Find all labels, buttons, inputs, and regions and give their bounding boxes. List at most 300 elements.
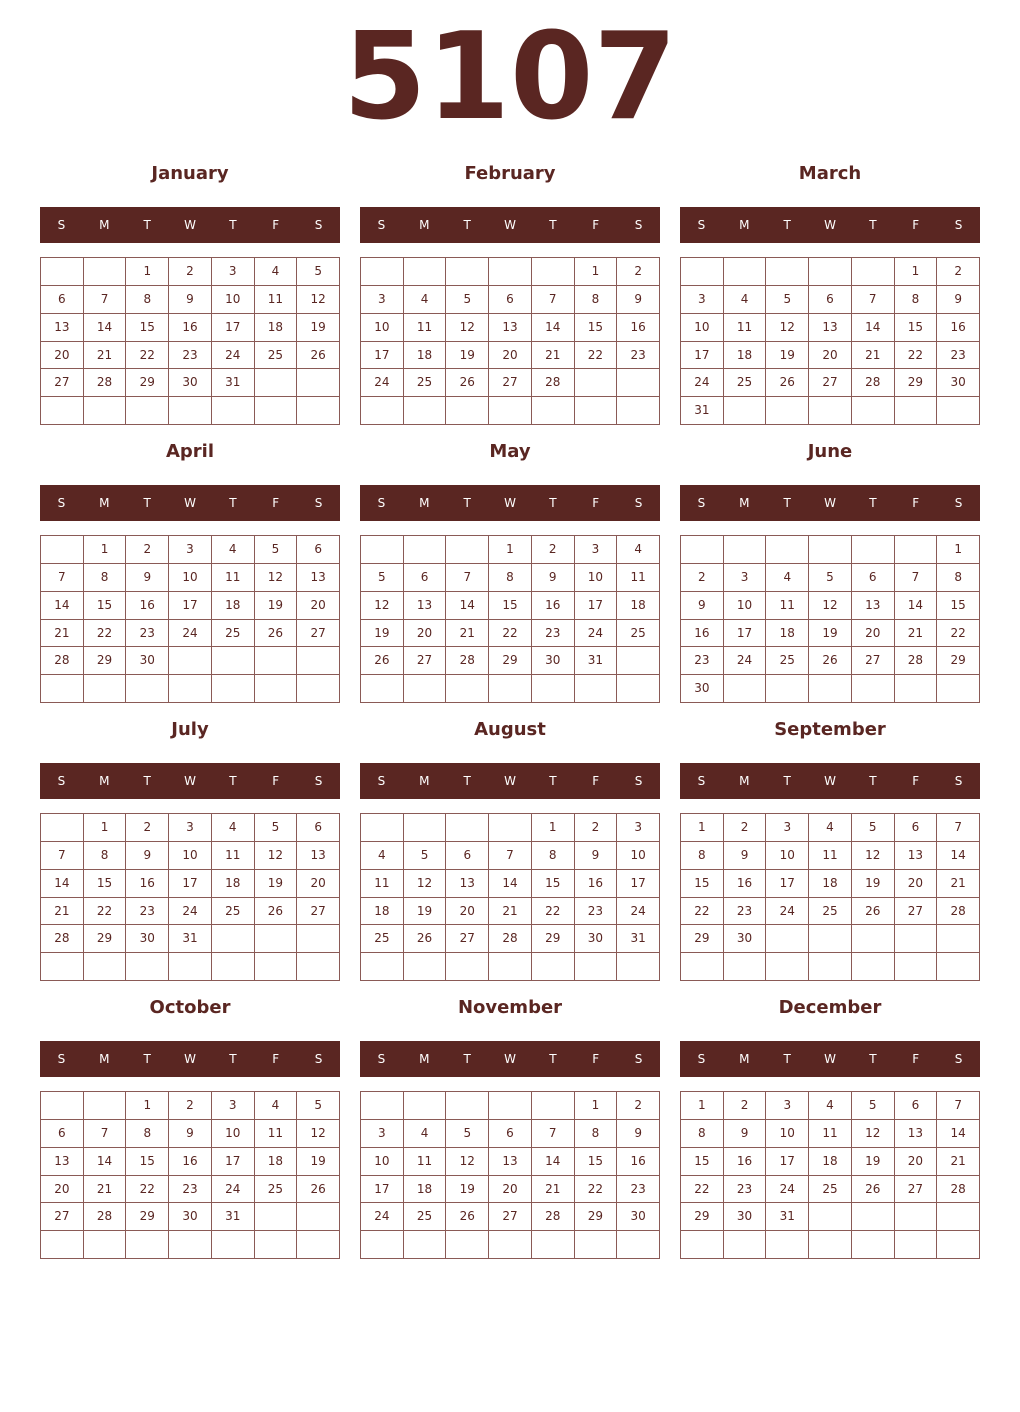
day-cell: 7 bbox=[937, 1092, 980, 1120]
day-cell: 14 bbox=[84, 1148, 127, 1176]
day-cell: 5 bbox=[404, 842, 447, 870]
weekday-header bbox=[360, 207, 660, 243]
day-cell: 4 bbox=[766, 564, 809, 592]
day-cell: 27 bbox=[446, 925, 489, 953]
empty-cell bbox=[766, 536, 809, 564]
empty-cell bbox=[169, 675, 212, 703]
day-cell: 14 bbox=[84, 314, 127, 342]
day-cell: 6 bbox=[404, 564, 447, 592]
day-cell: 13 bbox=[41, 1148, 84, 1176]
day-cell: 8 bbox=[84, 564, 127, 592]
weekday-label: S bbox=[314, 218, 323, 232]
day-cell: 18 bbox=[766, 620, 809, 648]
day-cell: 29 bbox=[532, 925, 575, 953]
weekday-label: T bbox=[143, 774, 151, 788]
day-cell: 11 bbox=[212, 842, 255, 870]
weekday-label: W bbox=[184, 218, 196, 232]
empty-cell bbox=[255, 675, 298, 703]
day-cell: 16 bbox=[724, 1148, 767, 1176]
day-cell: 16 bbox=[169, 314, 212, 342]
day-cell: 12 bbox=[809, 592, 852, 620]
day-cell: 6 bbox=[489, 1120, 532, 1148]
empty-cell bbox=[681, 258, 724, 286]
weekday-label: T bbox=[783, 1052, 791, 1066]
weekday-label: F bbox=[592, 1052, 600, 1066]
day-cell: 16 bbox=[724, 870, 767, 898]
day-grid bbox=[40, 813, 340, 981]
day-cell: 7 bbox=[446, 564, 489, 592]
empty-cell bbox=[489, 1092, 532, 1120]
day-cell: 8 bbox=[681, 1120, 724, 1148]
empty-cell bbox=[212, 397, 255, 425]
month-july bbox=[40, 714, 340, 984]
empty-cell bbox=[361, 814, 404, 842]
day-cell: 9 bbox=[681, 592, 724, 620]
day-cell: 27 bbox=[895, 898, 938, 926]
day-cell: 15 bbox=[84, 592, 127, 620]
day-cell: 23 bbox=[169, 1176, 212, 1204]
day-cell: 14 bbox=[41, 870, 84, 898]
empty-cell bbox=[532, 1231, 575, 1259]
empty-cell bbox=[169, 953, 212, 981]
day-cell: 31 bbox=[575, 647, 618, 675]
day-cell: 14 bbox=[41, 592, 84, 620]
weekday-header bbox=[360, 1041, 660, 1077]
day-cell: 19 bbox=[297, 314, 340, 342]
day-cell: 21 bbox=[84, 1176, 127, 1204]
day-cell: 1 bbox=[681, 814, 724, 842]
day-cell: 1 bbox=[126, 258, 169, 286]
day-cell: 12 bbox=[255, 842, 298, 870]
day-cell: 19 bbox=[361, 620, 404, 648]
month-name: October bbox=[149, 997, 231, 1018]
day-cell: 24 bbox=[766, 1176, 809, 1204]
day-cell: 22 bbox=[126, 342, 169, 370]
empty-cell bbox=[937, 925, 980, 953]
day-cell: 7 bbox=[41, 842, 84, 870]
day-cell: 16 bbox=[532, 592, 575, 620]
weekday-label: F bbox=[912, 774, 920, 788]
weekday-label: S bbox=[634, 218, 643, 232]
month-name: March bbox=[798, 163, 862, 184]
empty-cell bbox=[724, 953, 767, 981]
day-cell: 20 bbox=[809, 342, 852, 370]
empty-cell bbox=[404, 814, 447, 842]
day-cell: 12 bbox=[255, 564, 298, 592]
empty-cell bbox=[361, 675, 404, 703]
day-cell: 9 bbox=[126, 564, 169, 592]
weekday-label: M bbox=[419, 496, 430, 510]
month-name: June bbox=[807, 441, 853, 462]
day-cell: 15 bbox=[895, 314, 938, 342]
weekday-label: M bbox=[99, 218, 110, 232]
day-cell: 28 bbox=[41, 925, 84, 953]
day-cell: 25 bbox=[617, 620, 660, 648]
day-cell: 30 bbox=[681, 675, 724, 703]
empty-cell bbox=[84, 953, 127, 981]
empty-cell bbox=[255, 369, 298, 397]
day-cell: 23 bbox=[575, 898, 618, 926]
weekday-label: T bbox=[869, 496, 877, 510]
empty-cell bbox=[532, 397, 575, 425]
empty-cell bbox=[297, 397, 340, 425]
weekday-label: M bbox=[739, 774, 750, 788]
day-cell: 28 bbox=[41, 647, 84, 675]
day-cell: 26 bbox=[255, 620, 298, 648]
day-cell: 19 bbox=[255, 870, 298, 898]
empty-cell bbox=[617, 369, 660, 397]
day-cell: 19 bbox=[297, 1148, 340, 1176]
day-cell: 18 bbox=[255, 314, 298, 342]
empty-cell bbox=[575, 397, 618, 425]
empty-cell bbox=[681, 953, 724, 981]
day-cell: 9 bbox=[617, 286, 660, 314]
day-cell: 23 bbox=[532, 620, 575, 648]
empty-cell bbox=[41, 675, 84, 703]
day-cell: 22 bbox=[575, 1176, 618, 1204]
day-cell: 5 bbox=[297, 258, 340, 286]
weekday-label: W bbox=[504, 218, 516, 232]
empty-cell bbox=[532, 953, 575, 981]
weekday-label: F bbox=[592, 774, 600, 788]
day-cell: 16 bbox=[575, 870, 618, 898]
day-cell: 18 bbox=[255, 1148, 298, 1176]
day-cell: 12 bbox=[361, 592, 404, 620]
day-cell: 3 bbox=[724, 564, 767, 592]
day-cell: 10 bbox=[724, 592, 767, 620]
day-cell: 5 bbox=[255, 814, 298, 842]
empty-cell bbox=[84, 675, 127, 703]
day-cell: 15 bbox=[532, 870, 575, 898]
day-cell: 13 bbox=[852, 592, 895, 620]
weekday-label: F bbox=[272, 218, 280, 232]
empty-cell bbox=[297, 925, 340, 953]
weekday-header bbox=[40, 1041, 340, 1077]
day-cell: 24 bbox=[575, 620, 618, 648]
weekday-label: S bbox=[57, 218, 66, 232]
empty-cell bbox=[404, 397, 447, 425]
day-cell: 23 bbox=[724, 898, 767, 926]
weekday-label: S bbox=[377, 496, 386, 510]
empty-cell bbox=[766, 397, 809, 425]
month-march bbox=[680, 158, 980, 428]
weekday-label: W bbox=[504, 774, 516, 788]
empty-cell bbox=[297, 647, 340, 675]
empty-cell bbox=[41, 953, 84, 981]
day-cell: 17 bbox=[169, 592, 212, 620]
month-name: May bbox=[489, 441, 531, 462]
empty-cell bbox=[681, 536, 724, 564]
empty-cell bbox=[937, 397, 980, 425]
day-cell: 16 bbox=[126, 592, 169, 620]
day-cell: 28 bbox=[532, 1203, 575, 1231]
weekday-label: T bbox=[463, 1052, 471, 1066]
day-cell: 2 bbox=[617, 1092, 660, 1120]
day-cell: 3 bbox=[575, 536, 618, 564]
empty-cell bbox=[681, 1231, 724, 1259]
weekday-label: W bbox=[504, 496, 516, 510]
day-cell: 5 bbox=[361, 564, 404, 592]
day-cell: 22 bbox=[895, 342, 938, 370]
empty-cell bbox=[41, 1092, 84, 1120]
empty-cell bbox=[361, 1092, 404, 1120]
weekday-label: T bbox=[229, 1052, 237, 1066]
weekday-label: T bbox=[229, 218, 237, 232]
day-cell: 4 bbox=[212, 814, 255, 842]
empty-cell bbox=[532, 1092, 575, 1120]
empty-cell bbox=[852, 1231, 895, 1259]
day-cell: 9 bbox=[169, 1120, 212, 1148]
day-cell: 23 bbox=[681, 647, 724, 675]
empty-cell bbox=[361, 258, 404, 286]
empty-cell bbox=[84, 258, 127, 286]
day-cell: 13 bbox=[895, 1120, 938, 1148]
day-cell: 7 bbox=[532, 286, 575, 314]
day-cell: 29 bbox=[126, 1203, 169, 1231]
day-cell: 11 bbox=[255, 286, 298, 314]
day-cell: 8 bbox=[84, 842, 127, 870]
empty-cell bbox=[809, 397, 852, 425]
day-cell: 18 bbox=[404, 342, 447, 370]
empty-cell bbox=[852, 953, 895, 981]
day-cell: 31 bbox=[766, 1203, 809, 1231]
weekday-label: T bbox=[143, 1052, 151, 1066]
day-cell: 3 bbox=[766, 1092, 809, 1120]
day-cell: 26 bbox=[446, 369, 489, 397]
empty-cell bbox=[724, 258, 767, 286]
day-cell: 23 bbox=[937, 342, 980, 370]
day-cell: 22 bbox=[681, 1176, 724, 1204]
day-cell: 29 bbox=[895, 369, 938, 397]
weekday-header bbox=[360, 485, 660, 521]
day-cell: 6 bbox=[41, 1120, 84, 1148]
day-cell: 16 bbox=[126, 870, 169, 898]
day-cell: 12 bbox=[446, 314, 489, 342]
empty-cell bbox=[404, 675, 447, 703]
day-grid bbox=[40, 1091, 340, 1259]
empty-cell bbox=[255, 397, 298, 425]
day-cell: 8 bbox=[489, 564, 532, 592]
empty-cell bbox=[126, 397, 169, 425]
empty-cell bbox=[361, 536, 404, 564]
day-cell: 3 bbox=[766, 814, 809, 842]
day-cell: 6 bbox=[489, 286, 532, 314]
empty-cell bbox=[297, 953, 340, 981]
day-cell: 26 bbox=[766, 369, 809, 397]
day-cell: 14 bbox=[937, 842, 980, 870]
day-cell: 3 bbox=[361, 1120, 404, 1148]
day-cell: 26 bbox=[446, 1203, 489, 1231]
day-cell: 9 bbox=[724, 1120, 767, 1148]
weekday-header bbox=[40, 485, 340, 521]
day-cell: 4 bbox=[255, 258, 298, 286]
day-cell: 20 bbox=[489, 342, 532, 370]
empty-cell bbox=[489, 1231, 532, 1259]
day-cell: 28 bbox=[84, 369, 127, 397]
empty-cell bbox=[255, 1203, 298, 1231]
day-cell: 11 bbox=[255, 1120, 298, 1148]
month-name: November bbox=[457, 997, 563, 1018]
weekday-label: S bbox=[57, 1052, 66, 1066]
day-cell: 27 bbox=[297, 620, 340, 648]
empty-cell bbox=[937, 1231, 980, 1259]
day-cell: 2 bbox=[532, 536, 575, 564]
weekday-label: T bbox=[463, 218, 471, 232]
day-cell: 13 bbox=[446, 870, 489, 898]
weekday-label: S bbox=[314, 774, 323, 788]
day-cell: 21 bbox=[489, 898, 532, 926]
day-cell: 4 bbox=[809, 814, 852, 842]
weekday-label: S bbox=[954, 1052, 963, 1066]
day-cell: 12 bbox=[297, 1120, 340, 1148]
day-cell: 2 bbox=[724, 1092, 767, 1120]
day-cell: 29 bbox=[681, 925, 724, 953]
day-cell: 28 bbox=[84, 1203, 127, 1231]
month-name: September bbox=[774, 719, 886, 740]
day-cell: 2 bbox=[724, 814, 767, 842]
weekday-label: M bbox=[99, 496, 110, 510]
day-cell: 28 bbox=[895, 647, 938, 675]
day-cell: 5 bbox=[852, 814, 895, 842]
day-cell: 8 bbox=[532, 842, 575, 870]
weekday-label: S bbox=[954, 218, 963, 232]
day-cell: 21 bbox=[41, 898, 84, 926]
day-cell: 12 bbox=[404, 870, 447, 898]
empty-cell bbox=[809, 258, 852, 286]
day-cell: 25 bbox=[404, 1203, 447, 1231]
weekday-label: F bbox=[912, 218, 920, 232]
day-cell: 4 bbox=[617, 536, 660, 564]
empty-cell bbox=[489, 397, 532, 425]
weekday-label: T bbox=[229, 774, 237, 788]
day-cell: 17 bbox=[617, 870, 660, 898]
weekday-label: F bbox=[272, 1052, 280, 1066]
day-cell: 22 bbox=[84, 620, 127, 648]
day-cell: 11 bbox=[766, 592, 809, 620]
day-grid bbox=[680, 257, 980, 425]
month-may bbox=[360, 436, 660, 706]
day-cell: 4 bbox=[361, 842, 404, 870]
day-cell: 17 bbox=[361, 1176, 404, 1204]
day-cell: 2 bbox=[937, 258, 980, 286]
weekday-label: M bbox=[419, 1052, 430, 1066]
day-cell: 11 bbox=[809, 842, 852, 870]
day-cell: 3 bbox=[212, 258, 255, 286]
day-cell: 22 bbox=[126, 1176, 169, 1204]
day-cell: 19 bbox=[766, 342, 809, 370]
day-cell: 2 bbox=[681, 564, 724, 592]
day-cell: 1 bbox=[895, 258, 938, 286]
day-cell: 21 bbox=[852, 342, 895, 370]
weekday-label: M bbox=[419, 774, 430, 788]
empty-cell bbox=[617, 397, 660, 425]
day-cell: 6 bbox=[895, 1092, 938, 1120]
day-cell: 16 bbox=[169, 1148, 212, 1176]
day-cell: 22 bbox=[84, 898, 127, 926]
day-cell: 27 bbox=[297, 898, 340, 926]
weekday-label: W bbox=[184, 496, 196, 510]
day-cell: 27 bbox=[41, 369, 84, 397]
empty-cell bbox=[937, 953, 980, 981]
empty-cell bbox=[809, 925, 852, 953]
day-cell: 27 bbox=[41, 1203, 84, 1231]
day-cell: 3 bbox=[681, 286, 724, 314]
day-cell: 9 bbox=[575, 842, 618, 870]
day-cell: 10 bbox=[361, 314, 404, 342]
day-cell: 1 bbox=[937, 536, 980, 564]
day-cell: 23 bbox=[126, 620, 169, 648]
day-cell: 15 bbox=[126, 1148, 169, 1176]
day-cell: 22 bbox=[937, 620, 980, 648]
day-grid bbox=[680, 813, 980, 981]
day-cell: 8 bbox=[681, 842, 724, 870]
weekday-header bbox=[680, 485, 980, 521]
empty-cell bbox=[809, 675, 852, 703]
day-cell: 4 bbox=[404, 286, 447, 314]
weekday-label: M bbox=[739, 496, 750, 510]
day-cell: 5 bbox=[446, 286, 489, 314]
day-cell: 5 bbox=[809, 564, 852, 592]
day-grid bbox=[680, 535, 980, 703]
weekday-label: T bbox=[463, 496, 471, 510]
day-cell: 6 bbox=[895, 814, 938, 842]
empty-cell bbox=[212, 675, 255, 703]
empty-cell bbox=[937, 675, 980, 703]
day-cell: 31 bbox=[212, 1203, 255, 1231]
day-cell: 14 bbox=[532, 1148, 575, 1176]
empty-cell bbox=[404, 953, 447, 981]
day-cell: 1 bbox=[489, 536, 532, 564]
day-cell: 17 bbox=[212, 314, 255, 342]
day-cell: 30 bbox=[575, 925, 618, 953]
day-cell: 20 bbox=[446, 898, 489, 926]
day-cell: 31 bbox=[169, 925, 212, 953]
month-name: February bbox=[464, 163, 556, 184]
day-cell: 28 bbox=[489, 925, 532, 953]
empty-cell bbox=[255, 647, 298, 675]
day-cell: 5 bbox=[446, 1120, 489, 1148]
day-cell: 4 bbox=[212, 536, 255, 564]
empty-cell bbox=[361, 1231, 404, 1259]
month-february bbox=[360, 158, 660, 428]
day-cell: 6 bbox=[297, 536, 340, 564]
empty-cell bbox=[361, 953, 404, 981]
empty-cell bbox=[212, 925, 255, 953]
empty-cell bbox=[446, 953, 489, 981]
day-cell: 27 bbox=[489, 1203, 532, 1231]
day-cell: 19 bbox=[809, 620, 852, 648]
day-cell: 30 bbox=[126, 647, 169, 675]
weekday-label: S bbox=[697, 218, 706, 232]
day-cell: 25 bbox=[212, 898, 255, 926]
day-cell: 26 bbox=[852, 1176, 895, 1204]
day-cell: 9 bbox=[532, 564, 575, 592]
empty-cell bbox=[895, 536, 938, 564]
empty-cell bbox=[404, 258, 447, 286]
day-cell: 3 bbox=[169, 814, 212, 842]
day-cell: 3 bbox=[617, 814, 660, 842]
empty-cell bbox=[809, 1203, 852, 1231]
day-cell: 27 bbox=[895, 1176, 938, 1204]
empty-cell bbox=[84, 397, 127, 425]
empty-cell bbox=[169, 397, 212, 425]
empty-cell bbox=[575, 369, 618, 397]
day-cell: 10 bbox=[617, 842, 660, 870]
day-cell: 25 bbox=[255, 1176, 298, 1204]
day-cell: 22 bbox=[532, 898, 575, 926]
empty-cell bbox=[446, 397, 489, 425]
day-cell: 13 bbox=[895, 842, 938, 870]
